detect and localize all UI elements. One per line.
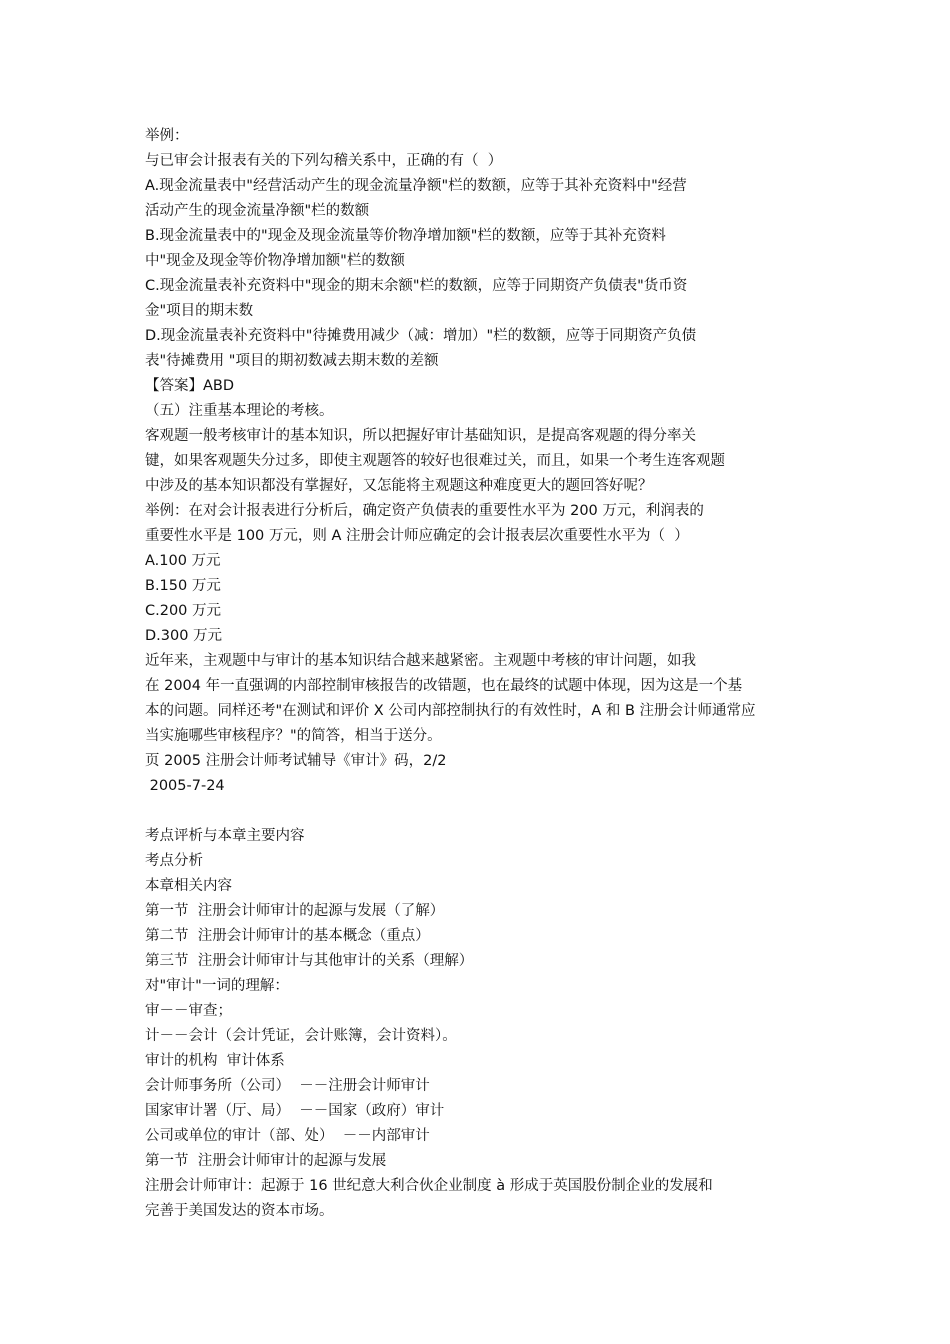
text-line: 考点分析	[145, 853, 203, 869]
text-line: 注册会计师审计：起源于 16 世纪意大利合伙企业制度 à 形成于英国股份制企业的发展和	[145, 1178, 713, 1194]
text-line: 表"待摊费用 "项目的期初数减去期末数的差额	[145, 353, 439, 369]
text-line: B.150 万元	[145, 578, 221, 594]
text-line: 考点评析与本章主要内容	[145, 828, 305, 844]
text-line: 在 2004 年一直强调的内部控制审核报告的改错题，也在最终的试题中体现，因为这是一个基	[145, 678, 743, 694]
text-line: D.现金流量表补充资料中"待摊费用减少（减：增加）"栏的数额，应等于同期资产负债	[145, 328, 697, 344]
text-line: 本章相关内容	[145, 878, 232, 894]
text-line: C.200 万元	[145, 603, 222, 619]
text-line: 金"项目的期末数	[145, 303, 254, 319]
text-line: 2005-7-24	[145, 778, 225, 794]
text-line: D.300 万元	[145, 628, 223, 644]
text-line: B.现金流量表中的"现金及现金流量等价物净增加额"栏的数额，应等于其补充资料	[145, 228, 666, 244]
blank-line	[145, 799, 825, 824]
text-line: 第一节 注册会计师审计的起源与发展	[145, 1153, 387, 1169]
text-line: 键，如果客观题失分过多，即使主观题答的较好也很难过关，而且，如果一个考生连客观题	[145, 453, 725, 469]
text-block-exam-notes	[145, 124, 825, 799]
text-line: 活动产生的现金流量净额"栏的数额	[145, 203, 370, 219]
text-line: 第三节 注册会计师审计与其他审计的关系（理解）	[145, 953, 474, 969]
text-line: 对"审计"一词的理解：	[145, 978, 289, 994]
text-line: A.现金流量表中"经营活动产生的现金流量净额"栏的数额，应等于其补充资料中"经营	[145, 178, 687, 194]
text-line: 会计师事务所（公司） －－注册会计师审计	[145, 1078, 430, 1094]
text-line: 【答案】ABD	[145, 378, 235, 394]
document-page	[145, 124, 825, 1224]
text-line: 重要性水平是 100 万元，则 A 注册会计师应确定的会计报表层次重要性水平为（ ）	[145, 528, 689, 544]
text-line: 审计的机构 审计体系	[145, 1053, 285, 1069]
text-block-chapter-content	[145, 824, 825, 1224]
text-line: 本的问题。同样还考"在测试和评价 X 公司内部控制执行的有效性时，A 和 B 注册会计师通常应	[145, 703, 756, 719]
text-line: A.100 万元	[145, 553, 221, 569]
text-line: 页 2005 注册会计师考试辅导《审计》码，2/2	[145, 753, 447, 769]
text-line: 客观题一般考核审计的基本知识，所以把握好审计基础知识，是提高客观题的得分率关	[145, 428, 696, 444]
text-line: 第一节 注册会计师审计的起源与发展（了解）	[145, 903, 445, 919]
text-line: 公司或单位的审计（部、处） －－内部审计	[145, 1128, 430, 1144]
text-line: （五）注重基本理论的考核。	[145, 403, 334, 419]
text-line: 完善于美国发达的资本市场。	[145, 1203, 334, 1219]
text-line: 当实施哪些审核程序？"的简答，相当于送分。	[145, 728, 442, 744]
text-line: C.现金流量表补充资料中"现金的期末余额"栏的数额，应等于同期资产负债表"货币资	[145, 278, 688, 294]
text-line: 第二节 注册会计师审计的基本概念（重点）	[145, 928, 430, 944]
text-line: 审－－审查；	[145, 1003, 232, 1019]
text-line: 中涉及的基本知识都没有掌握好，又怎能将主观题这种难度更大的题回答好呢？	[145, 478, 653, 494]
text-line: 近年来，主观题中与审计的基本知识结合越来越紧密。主观题中考核的审计问题，如我	[145, 653, 696, 669]
text-line: 计－－会计（会计凭证，会计账簿，会计资料）。	[145, 1028, 457, 1044]
text-line: 与已审会计报表有关的下列勾稽关系中，正确的有（ ）	[145, 153, 503, 169]
text-line: 中"现金及现金等价物净增加额"栏的数额	[145, 253, 405, 269]
text-line: 国家审计署（厅、局） －－国家（政府）审计	[145, 1103, 445, 1119]
text-line: 举例：在对会计报表进行分析后，确定资产负债表的重要性水平为 200 万元，利润表的	[145, 503, 704, 519]
text-line: 举例：	[145, 128, 189, 144]
